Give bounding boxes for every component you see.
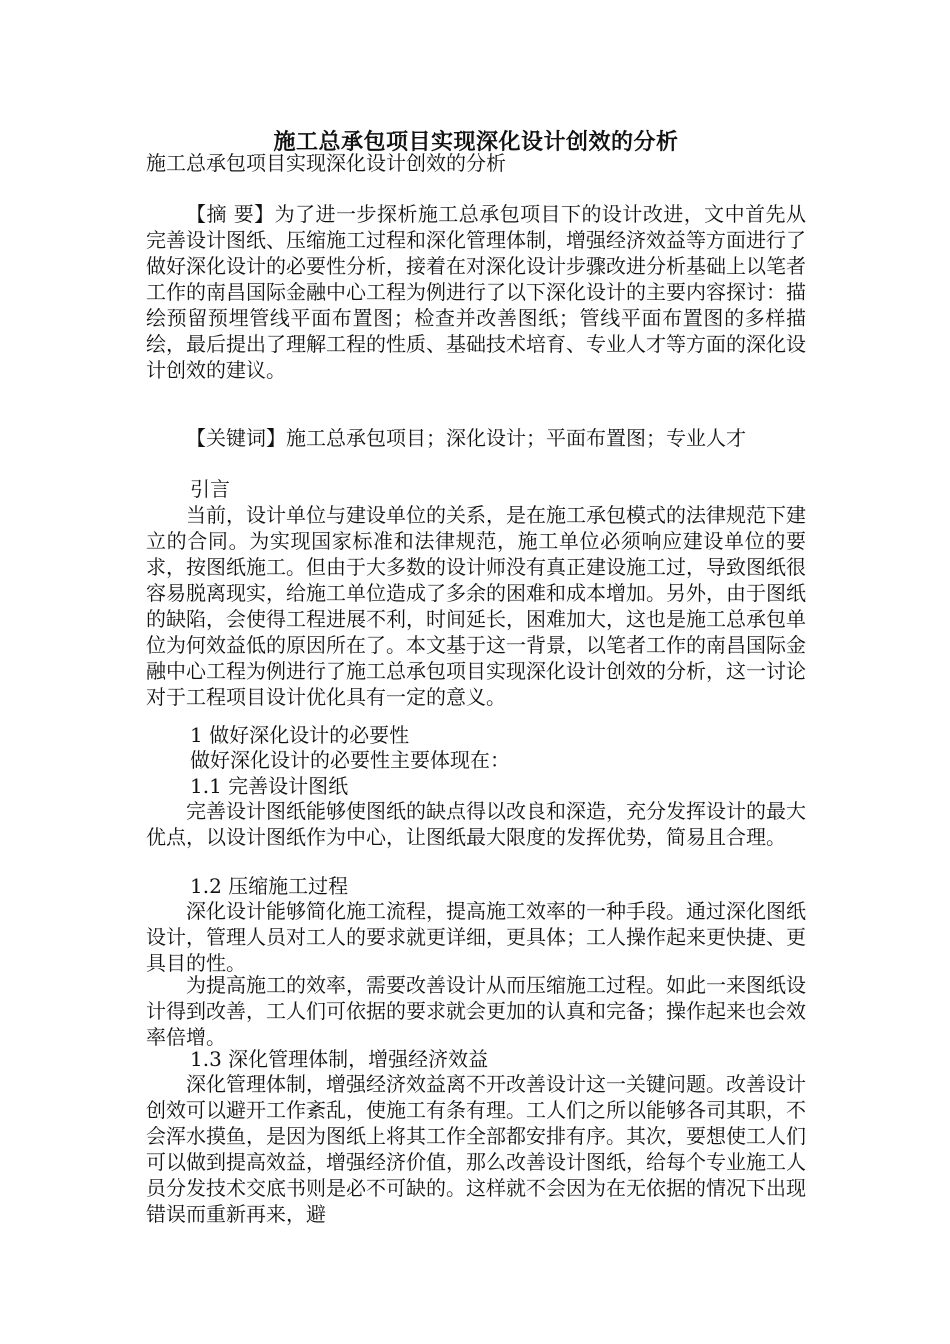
section-1-2-paragraph-1: 深化设计能够简化施工流程，提高施工效率的一种手段。通过深化图纸设计，管理人员对工人的要求就更详细，更具体；工人操作起来更快捷、更具目的性。 [146, 899, 806, 975]
document-title: 施工总承包项目实现深化设计创效的分析 [273, 129, 679, 155]
section-1-2-heading: 1.2 压缩施工过程 [190, 874, 349, 898]
abstract-paragraph: 【摘 要】为了进一步探析施工总承包项目下的设计改进，文中首先从完善设计图纸、压缩施工过程和深化管理体制，增强经济效益等方面进行了做好深化设计的必要性分析，接着在对深化设计步骤改进分析基础上以笔者工作的南昌国际金融中心工程为例进行了以下深化设计的主要内容探讨：描绘预留预埋管线平面布置图；检查并改善图纸；管线平面布置图的多样描绘，最后提出了理解工程的性质、基础技术培育、专业人才等方面的深化设计创效的建议。 [146, 202, 806, 382]
section-1-1-heading: 1.1 完善设计图纸 [190, 774, 349, 798]
document-subtitle: 施工总承包项目实现深化设计创效的分析 [146, 151, 506, 175]
section-1-heading: 1 做好深化设计的必要性 [190, 723, 410, 747]
keywords-paragraph: 【关键词】施工总承包项目；深化设计；平面布置图；专业人才 [186, 426, 746, 450]
intro-heading: 引言 [190, 477, 230, 501]
intro-paragraph: 当前，设计单位与建设单位的关系，是在施工承包模式的法律规范下建立的合同。为实现国家标准和法律规范，施工单位必须响应建设单位的要求，按图纸施工。但由于大多数的设计师没有真正建设施工过，导致图纸很容易脱离现实，给施工单位造成了多余的困难和成本增加。另外，由于图纸的缺陷，会使得工程进展不利，时间延长，困难加大，这也是施工总承包单位为何效益低的原因所在了。本文基于这一背景，以笔者工作的南昌国际金融中心工程为例进行了施工总承包项目实现深化设计创效的分析，这一讨论对于工程项目设计优化具有一定的意义。 [146, 503, 806, 709]
section-1-2-paragraph-2: 为提高施工的效率，需要改善设计从而压缩施工过程。如此一来图纸设计得到改善，工人们可依据的要求就会更加的认真和完备；操作起来也会效率倍增。 [146, 973, 806, 1049]
section-1-1-paragraph: 完善设计图纸能够使图纸的缺点得以改良和深造，充分发挥设计的最大优点，以设计图纸作为中心，让图纸最大限度的发挥优势，简易且合理。 [146, 799, 806, 849]
section-1-3-heading: 1.3 深化管理体制，增强经济效益 [190, 1047, 489, 1071]
section-1-3-paragraph: 深化管理体制，增强经济效益离不开改善设计这一关键问题。改善设计创效可以避开工作紊乱，使施工有条有理。工人们之所以能够各司其职，不会浑水摸鱼，是因为图纸上将其工作全部都安排有序。其次，要想使工人们可以做到提高效益，增强经济价值，那么改善设计图纸，给每个专业施工人员分发技术交底书则是必不可缺的。这样就不会因为在无依据的情况下出现错误而重新再来，避 [146, 1072, 806, 1226]
section-1-intro: 做好深化设计的必要性主要体现在： [190, 748, 510, 772]
